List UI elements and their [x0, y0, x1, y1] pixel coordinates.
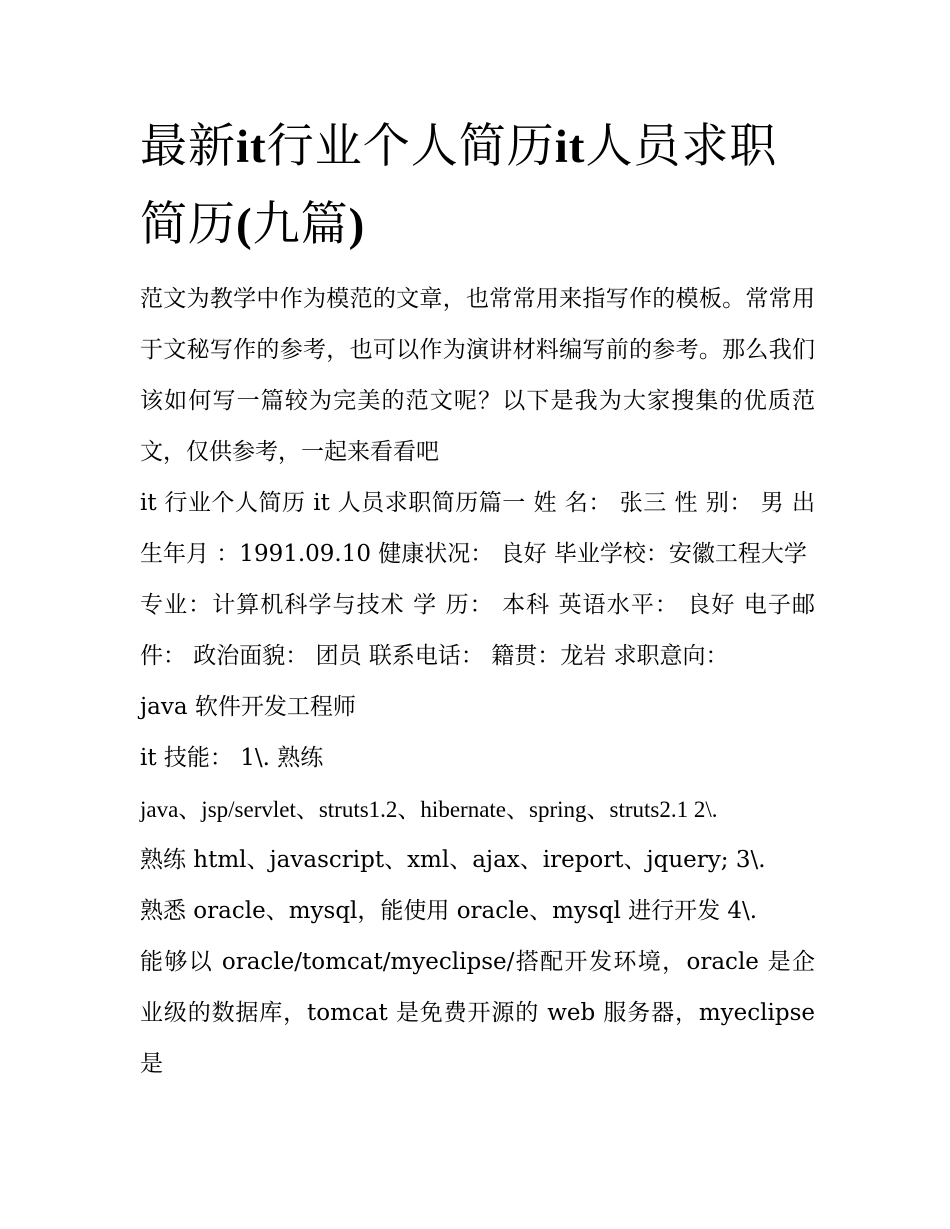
skill-item-1-paragraph: java、jsp/servlet、struts1.2、hibernate、spring、struts2.1 2\. — [140, 797, 718, 822]
title-text-2: it — [236, 121, 267, 173]
skill-item-2-paragraph: 熟练 html、javascript、xml、ajax、ireport、jquery; 3\. — [140, 847, 766, 873]
intro-paragraph: 范文为教学中作为模范的文章，也常常用来指写作的模板。常常用于文秘写作的参考，也可以作为演讲材料编写前的参考。那么我们该如何写一篇较为完美的范文呢？以下是我为大家搜集的优质范文，仅供参考，一起来看看吧 — [140, 286, 815, 465]
it-skills-heading-paragraph: it 技能： 1\. 熟练 — [140, 745, 324, 771]
title-text-5: 人员求职简历 — [140, 119, 778, 252]
title-text-3: 行业个人简历 — [266, 119, 555, 174]
job-objective-paragraph: java 软件开发工程师 — [140, 694, 356, 720]
title-text-7: 九篇 — [252, 197, 349, 252]
title-text-8: ) — [348, 199, 366, 251]
skill-item-4-paragraph: 能够以 oracle/tomcat/myeclipse/搭配开发环境，oracle 是企业级的数据库，tomcat 是免费开源的 web 服务器，myeclipse 是 — [140, 949, 815, 1077]
title-text-6: ( — [236, 199, 253, 251]
resume-basic-info-paragraph: it 行业个人简历 it 人员求职简历篇一 姓 名： 张三 性 别： 男 出生年月 ：1991.09.10 健康状况： 良好 毕业学校：安徽工程大学 — [140, 490, 815, 567]
skill-item-3-paragraph: 熟悉 oracle、mysql，能使用 oracle、mysql 进行开发 4\. — [140, 898, 758, 924]
resume-education-paragraph: 专业：计算机科学与技术 学 历： 本科 英语水平： 良好 电子邮件： 政治面貌： 团员 联系电话： 籍贯：龙岩 求职意向： — [140, 592, 815, 669]
document-title — [140, 108, 815, 264]
title-text-4: it — [554, 121, 586, 173]
document-page — [140, 108, 815, 1090]
title-text-1: 最新 — [140, 119, 236, 174]
